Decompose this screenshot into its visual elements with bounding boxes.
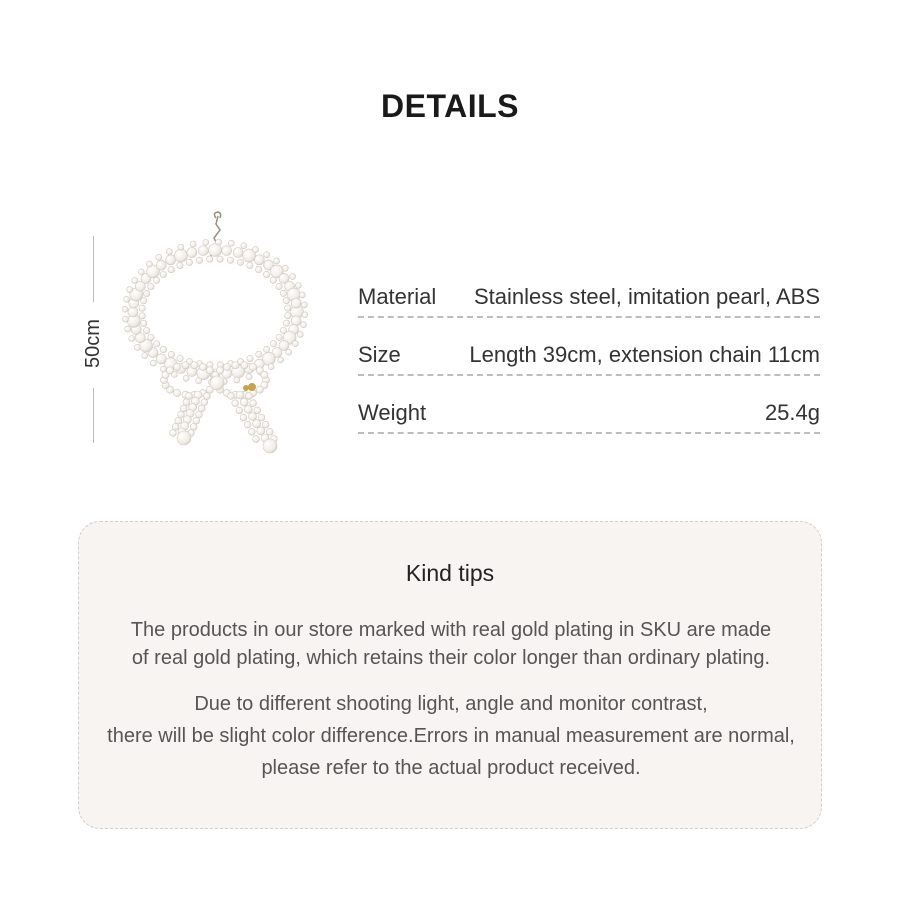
spec-label: Weight xyxy=(358,400,427,425)
spec-row-size xyxy=(358,318,820,376)
spec-value: Length 39cm, extension chain 11cm xyxy=(469,342,820,367)
spec-value: Stainless steel, imitation pearl, ABS xyxy=(473,284,820,309)
kind-tips-panel xyxy=(78,521,822,829)
dimension-line-top xyxy=(93,236,94,302)
dimension-line-bottom xyxy=(93,388,94,443)
tips-line: there will be slight color difference.Errors in manual measurement are normal, xyxy=(107,725,795,747)
tips-line: Due to different shooting light, angle and monitor contrast, xyxy=(194,693,708,715)
spec-row-weight xyxy=(358,376,820,434)
dimension-label: 50cm xyxy=(82,319,104,368)
spec-value: 25.4g xyxy=(764,400,820,425)
tips-line: please refer to the actual product received. xyxy=(261,757,641,779)
page-title: DETAILS xyxy=(380,88,519,124)
tips-title: Kind tips xyxy=(405,560,495,586)
spec-table xyxy=(358,272,820,434)
tips-line: of real gold plating, which retains their color longer than ordinary plating. xyxy=(131,647,771,669)
spec-label: Size xyxy=(358,342,401,367)
product-figure xyxy=(70,200,330,470)
tips-line: The products in our store marked with real gold plating in SKU are made xyxy=(130,619,772,641)
pearl-necklace-image xyxy=(100,200,330,470)
tips-paragraph-gold-plating xyxy=(89,616,813,672)
spec-row-material xyxy=(358,272,820,318)
spec-label: Material xyxy=(358,284,437,309)
tips-paragraph-color-difference xyxy=(89,688,813,784)
